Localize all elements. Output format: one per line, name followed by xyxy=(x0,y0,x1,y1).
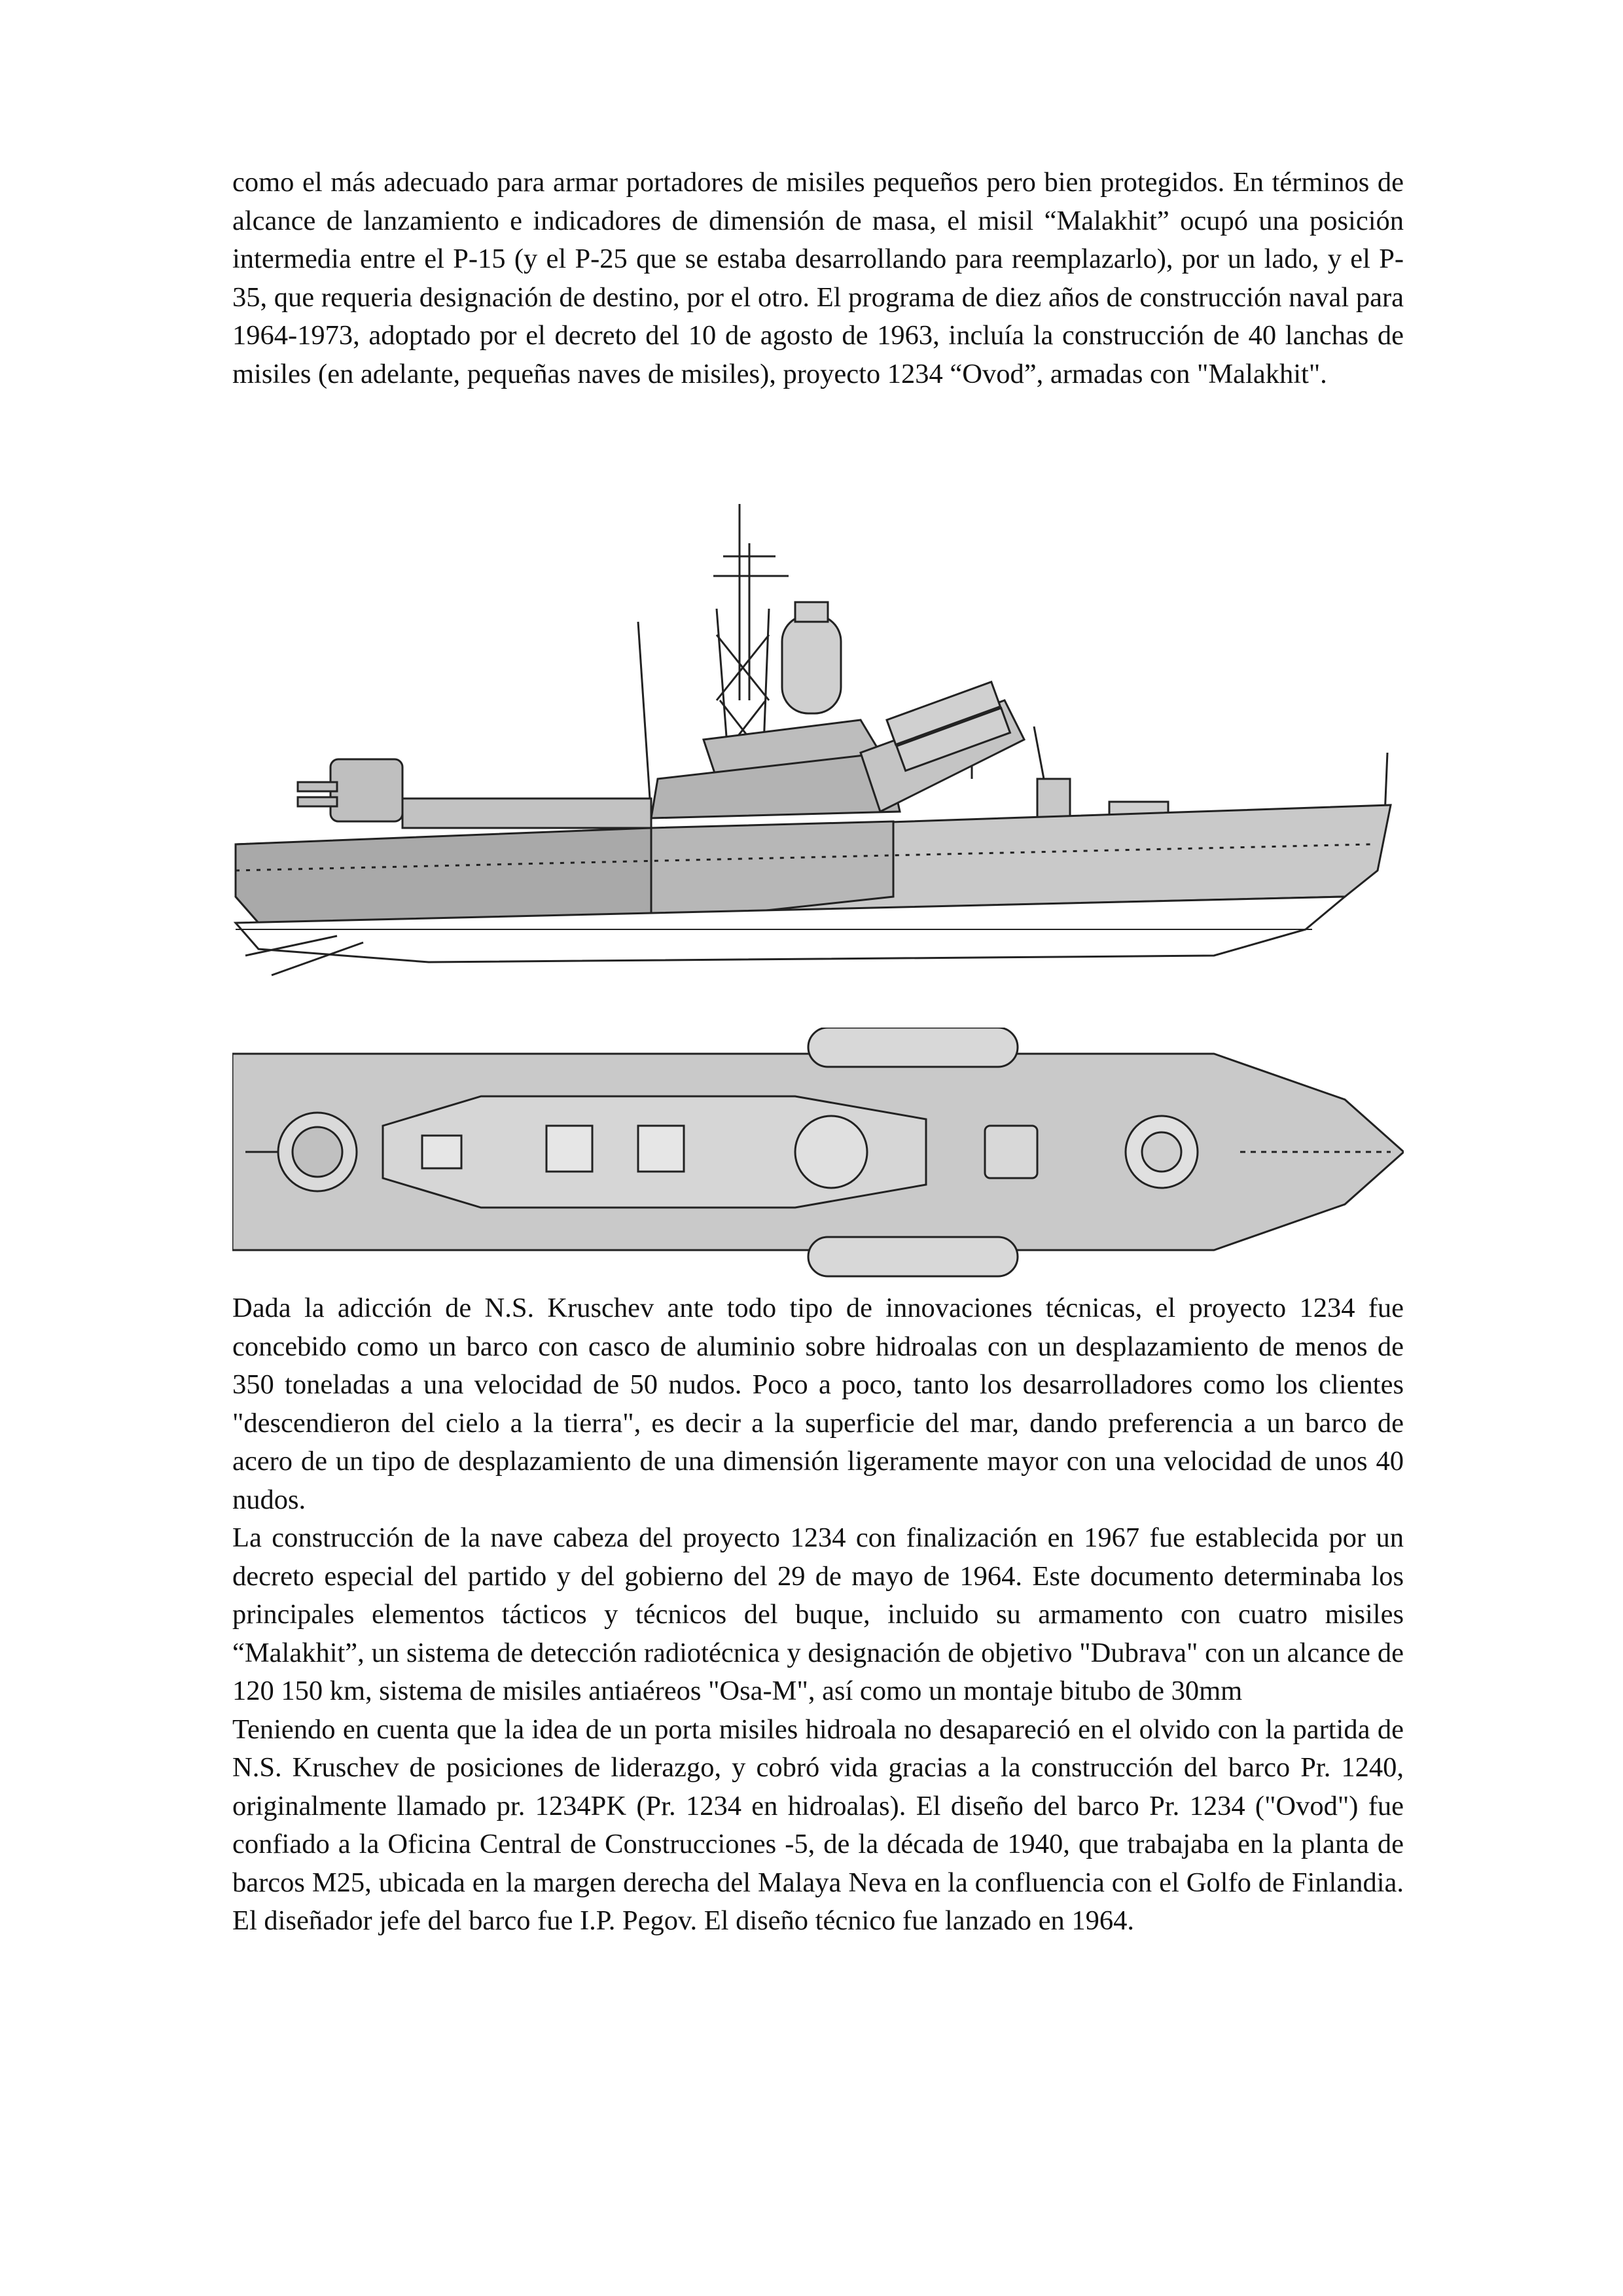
ship-side-profile xyxy=(232,504,1404,1021)
ship-figure xyxy=(232,504,1404,1283)
deck-plan xyxy=(232,1028,1404,1276)
paragraph: Teniendo en cuenta que la idea de un porta misiles hidroala no desapareció en el olvido con la partida de N.S. Kruschev de posiciones de liderazgo, y cobró vida gracias a la construcción del barco Pr. 1240, originalmente llamado pr. 1234PK (Pr. 1234 en hidroalas). El diseño del barco Pr. 1234 ("Ovod") fue confiado a la Oficina Central de Construcciones -5, de la década de 1940, que trabajaba en la planta de barcos M25, ubicada en la margen derecha del Malaya Neva en la confluencia con el Golfo de Finlandia. El diseñador jefe del barco fue I.P. Pegov. El diseño técnico fue lanzado en 1964. xyxy=(232,1713,1404,1936)
text-section-bottom xyxy=(232,1289,1404,1941)
text-section-top xyxy=(232,164,1404,393)
hull xyxy=(236,805,1391,975)
paragraph: como el más adecuado para armar portadores de misiles pequeños pero bien protegidos. En términos de alcance de lanzamiento e indicadores de dimensión de masa, el misil “Malakhit” ocupó una posición intermedia entre el P-15 (y el P-25 que se estaba desarrollando para reemplazarlo), por un lado, y el P-35, que requeria designación de destino, por el otro. El programa de diez años de construcción naval para 1964-1973, adoptado por el decreto del 10 de agosto de 1963, incluía la construcción de 40 lanchas de misiles (en adelante, pequeñas naves de misiles), proyecto 1234 “Ovod”, armadas con "Malakhit". xyxy=(232,167,1404,389)
ship-plan-view xyxy=(232,1028,1404,1283)
paragraph: La construcción de la nave cabeza del proyecto 1234 con finalización en 1967 fue establecida por un decreto especial del partido y del gobierno del 29 de mayo de 1964. Este documento determinaba los principales elementos tácticos y técnicos del buque, incluido su armamento con cuatro misiles “Malakhit”, un sistema de detección radiotécnica y designación de objetivo "Dubrava" con un alcance de 120 150 km, sistema de misiles antiaéreos "Osa-M", así como un montaje bitubo de 30mm xyxy=(232,1522,1404,1706)
superstructure xyxy=(298,602,1168,828)
paragraph: Dada la adicción de N.S. Kruschev ante todo tipo de innovaciones técnicas, el proyecto 1234 fue concebido como un barco con casco de aluminio sobre hidroalas con un desplazamiento de menos de 350 toneladas a una velocidad de 50 nudos. Poco a poco, tanto los desarrolladores como los clientes "descendieron del cielo a la tierra", es decir a la superficie del mar, dando preferencia a un barco de acero de un tipo de desplazamiento de una dimensión ligeramente mayor con una velocidad de unos 40 nudos. xyxy=(232,1293,1404,1515)
